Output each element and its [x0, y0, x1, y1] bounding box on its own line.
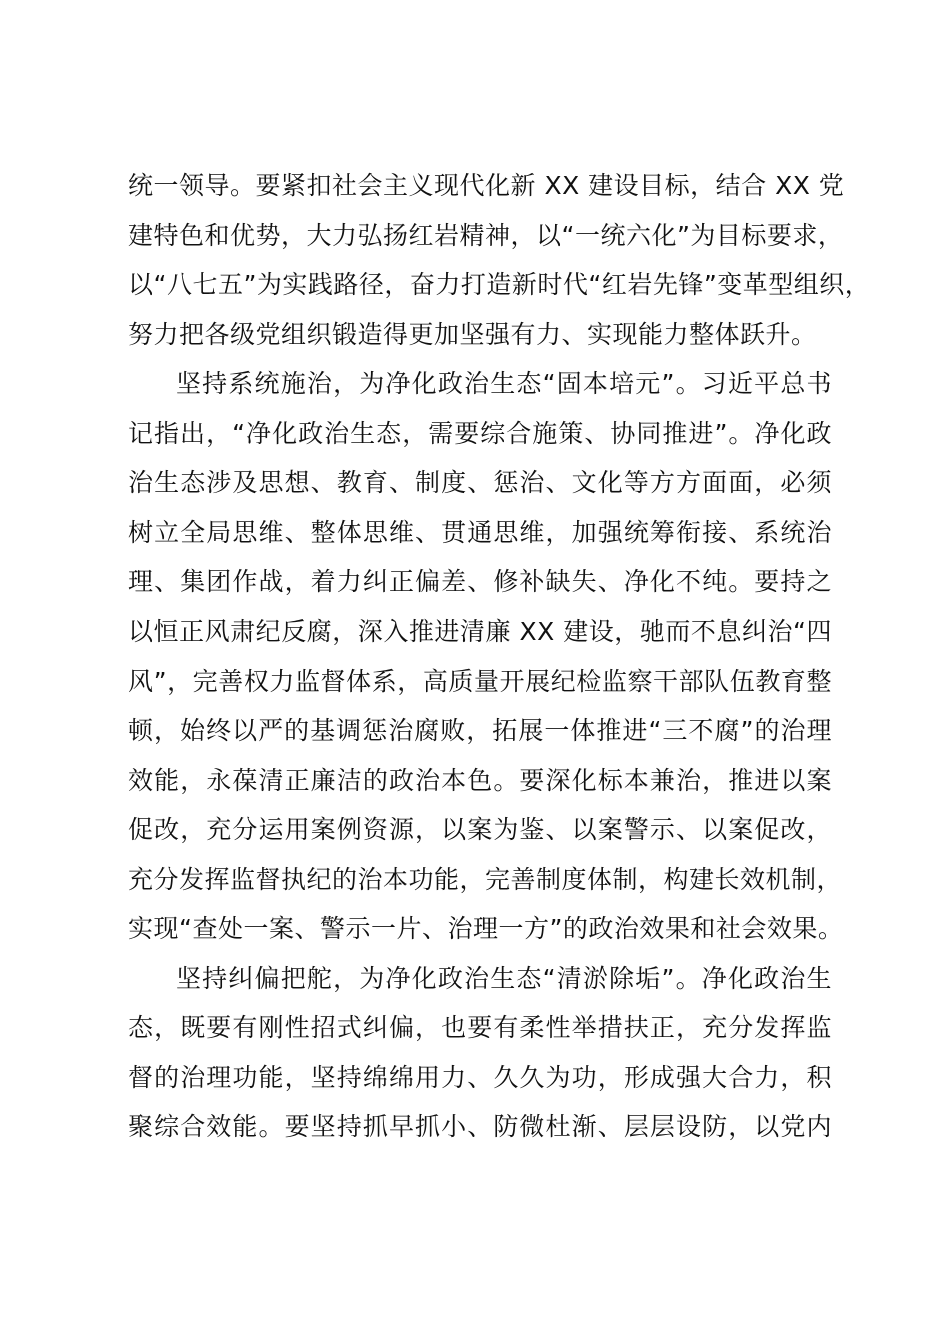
- text-line: 以“八七五”为实践路径，奋力打造新时代“红岩先锋”变革型组织，: [128, 270, 871, 299]
- text-line: 统一领导。要紧扣社会主义现代化新 XX 建设目标，结合 XX 党: [128, 171, 845, 200]
- text-line: 风”，完善权力监督体系，高质量开展纪检监察干部队伍教育整: [128, 667, 832, 696]
- text-line: 顿，始终以严的基调惩治腐败，拓展一体推进“三不腐”的治理: [128, 716, 832, 745]
- text-line: 充分发挥监督执纪的治本功能，完善制度体制，构建长效机制，: [128, 865, 843, 894]
- text-line: 督的治理功能，坚持绵绵用力、久久为功，形成强大合力，积: [128, 1063, 832, 1092]
- text-line: 治生态涉及思想、教育、制度、惩治、文化等方方面面，必须: [128, 468, 832, 497]
- text-line: 效能，永葆清正廉洁的政治本色。要深化标本兼治，推进以案: [128, 766, 832, 795]
- text-line: 聚综合效能。要坚持抓早抓小、防微杜渐、层层设防，以党内: [128, 1112, 832, 1141]
- text-line: 努力把各级党组织锻造得更加坚强有力、实现能力整体跃升。: [128, 320, 817, 349]
- text-line: 态，既要有刚性招式纠偏，也要有柔性举措扶正，充分发挥监: [128, 1013, 832, 1042]
- text-line: 理、集团作战，着力纠正偏差、修补缺失、净化不纯。要持之: [128, 567, 832, 596]
- text-line: 坚持系统施治，为净化政治生态“固本培元”。习近平总书: [176, 369, 832, 398]
- text-line: 坚持纠偏把舵，为净化政治生态“清淤除垢”。净化政治生: [176, 964, 832, 993]
- text-line: 建特色和优势，大力弘扬红岩精神，以“一统六化”为目标要求，: [128, 221, 844, 250]
- text-line: 以恒正风肃纪反腐，深入推进清廉 XX 建设，驰而不息纠治“四: [128, 617, 832, 646]
- text-line: 实现“查处一案、警示一片、治理一方”的政治效果和社会效果。: [128, 914, 844, 943]
- text-line: 记指出，“净化政治生态，需要综合施策、协同推进”。净化政: [128, 419, 832, 448]
- text-line: 促改，充分运用案例资源，以案为鉴、以案警示、以案促改，: [128, 815, 832, 844]
- text-line: 树立全局思维、整体思维、贯通思维，加强统筹衔接、系统治: [128, 518, 832, 547]
